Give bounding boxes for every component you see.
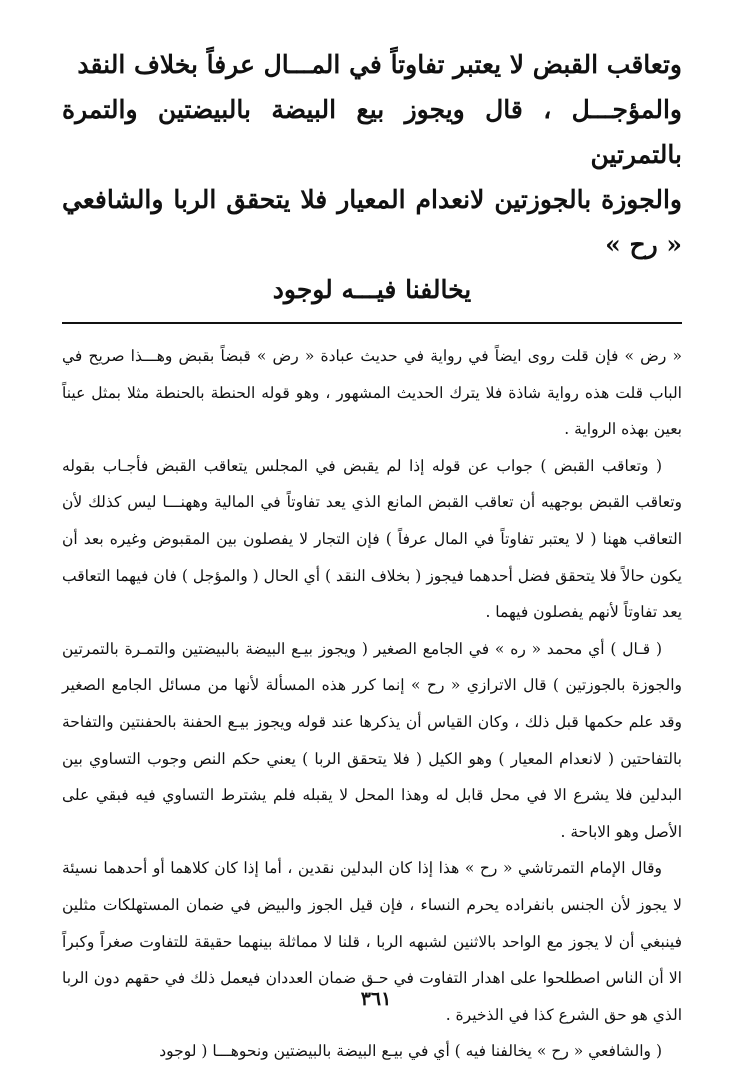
commentary-paragraph: ( وتعاقب القبض ) جواب عن قوله إذا لم يقبض في المجلس يتعاقب القبض فأجـاب بقوله وتعاقب القبض بوجهيه أن تعاقب القبض المانع الذي يعد تفاوتاً في المالية وههنـــا ليس كذلك لأن التعاقب ههنا ( لا يعتبر تفاوتاً في المال عرفاً ) فإن التجار لا يفصلون بين المقبوض وغيره بعد أن يكون حالاً فلا يتحقق فضل أحدهما فيجوز ( بخلاف النقد ) أي الحال ( والمؤجل ) فان فيهما التعاقب يعد تفاوتاً لأنهم يفصلون فيهما . xyxy=(62,456,682,622)
page-number: ٣٦١ xyxy=(360,988,392,1010)
commentary-paragraph: ( قـال ) أي محمد « ره » في الجامع الصغير ( ويجوز بيـع البيضة بالبيضتين والتمـرة بالتمرتين والجوزة بالجوزتين ) قال الاترازي « رح » إنما كرر هذه المسألة لأنها من مسائل الجامع الصغير وقد علم حكمها قبل ذلك ، وكان القياس أن يذكرها عند قوله ويجوز بيـع الحفنة بالحفنتين والتفاحة بالتفاحتين ( لانعدام المعيار ) وهو الكيل ( فلا يتحقق الربا ) يعني حكم النص وجوب التساوي بين البدلين فلا يشرع الا في محل قابل له وهذا المحل لا يقبله فلم يشترط التساوي فيه فبقي على الأصل وهو الاباحة . xyxy=(62,639,682,841)
commentary-paragraph: وقال الإمام التمرتاشي « رح » هذا إذا كان البدلين نقدين ، أما إذا كان كلاهما أو أحدهما نسيئة لا يجوز لأن الجنس بانفراده يحرم النساء ، فإن قيل الجوز والبيض في ضمان المستهلكات مثلين فينبغي أن لا يجوز مع الواحد بالاثنين لشبهه الربا ، قلنا لا مماثلة بينهما حقيقة للتفاوت صغراً وكبراً الا أن الناس اصطلحوا على اهدار التفاوت في حـق ضمان العددان فيعمل ذلك في حقهم دون الربا الذي هو حق الشرع كذا في الذخيرة . xyxy=(62,859,682,1024)
main-text-line: يخالفنا فيـــه لوجود xyxy=(272,275,472,304)
main-text-line: والمؤجـــل ، قال ويجوز بيع البيضة بالبيضتين والتمرة بالتمرتين xyxy=(62,95,682,169)
commentary-paragraph: « رض » فإن قلت روى ايضاً في رواية في حديث عبادة « رض » قبضاً بقبض وهـــذا صريح في الباب قلت هذه رواية شاذة فلا يترك الحديث المشهور ، وهو قوله الحنطة بالحنطة مثلا بمثل عيناً بعين بهذه الرواية . xyxy=(62,347,682,439)
commentary-paragraph: ( والشافعي « رح » يخالفنا فيه ) أي في بيـع البيضة بالبيضتين ونحوهـــا ( لوجود xyxy=(159,1042,662,1061)
main-text-line: والجوزة بالجوزتين لانعدام المعيار فلا يتحقق الربا والشافعي « رح » xyxy=(62,185,682,259)
main-text xyxy=(62,42,682,312)
commentary xyxy=(62,338,682,1070)
section-divider xyxy=(62,322,682,324)
main-text-line: وتعاقب القبض لا يعتبر تفاوتاً في المـــال عرفاً بخلاف النقد xyxy=(77,50,682,79)
